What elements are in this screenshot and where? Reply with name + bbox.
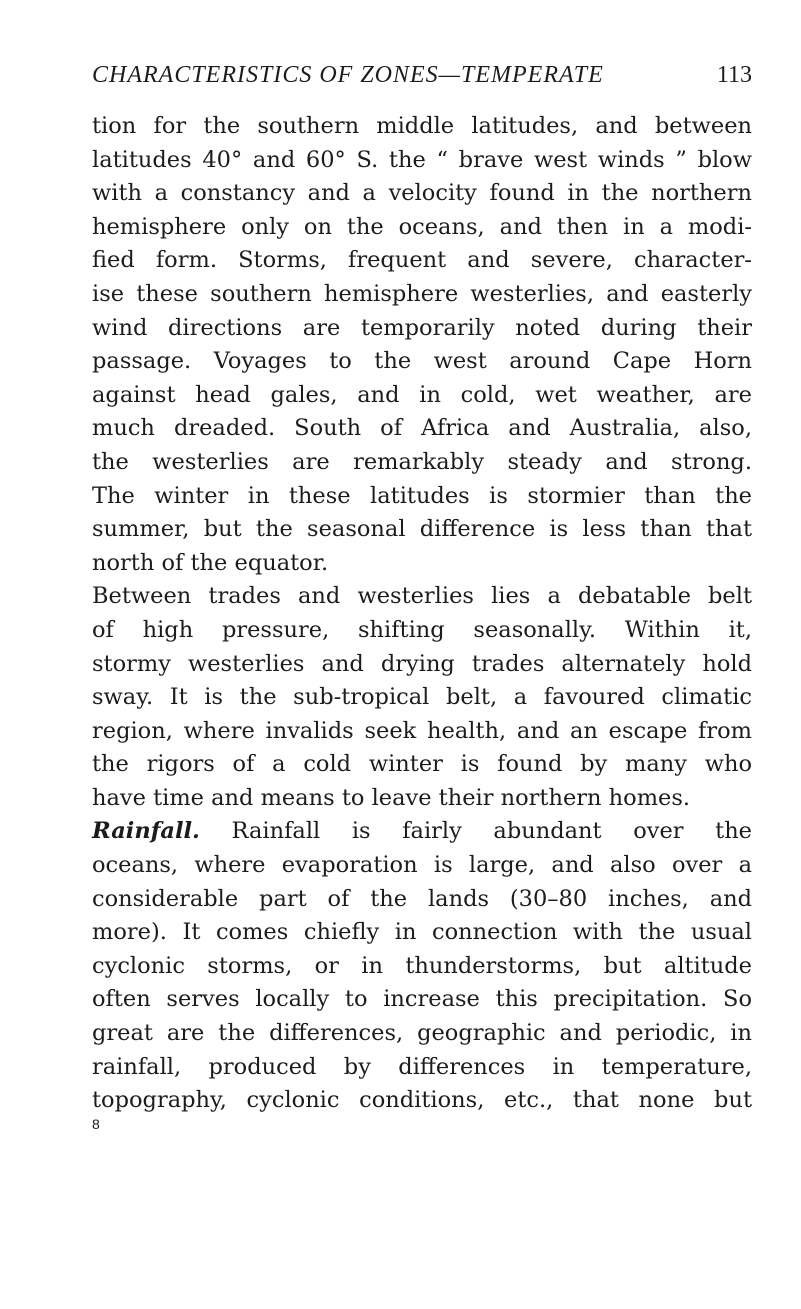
text-line: summer, but the seasonal difference is less than that — [92, 516, 752, 543]
text-line: the westerlies are remarkably steady and strong. — [92, 448, 752, 475]
running-head — [92, 62, 752, 102]
text-line: have time and means to leave their northern homes. — [92, 784, 691, 811]
page — [92, 62, 752, 1132]
text-line: Between trades and westerlies lies a debatable belt — [92, 583, 752, 610]
text-line: sway. It is the sub-tropical belt, a favoured climatic — [92, 684, 752, 711]
text-line: considerable part of the lands (30–80 inches, and — [92, 885, 752, 912]
body-text — [92, 110, 752, 1118]
text-line: more). It comes chiefly in connection with the usual — [92, 919, 752, 946]
running-head-title: CHARACTERISTICS OF ZONES—TEMPERATE — [92, 62, 604, 88]
text-line: hemisphere only on the oceans, and then in a modi- — [92, 213, 752, 240]
text-line: topography, cyclonic conditions, etc., that none but — [92, 1087, 752, 1114]
text-line: the rigors of a cold winter is found by many who — [92, 751, 752, 778]
text-line: passage. Voyages to the west around Cape Horn — [92, 348, 752, 375]
rainfall-heading: Rainfall. — [92, 818, 200, 845]
text-line: great are the differences, geographic and periodic, in — [92, 1020, 752, 1047]
text-line: oceans, where evaporation is large, and also over a — [92, 852, 752, 879]
text-line: tion for the southern middle latitudes, and between — [92, 113, 752, 139]
text-line: stormy westerlies and drying trades alternately hold — [92, 650, 752, 677]
rainfall-line-text: Rainfall is fairly abundant over the — [231, 818, 752, 845]
rainfall-first-line — [92, 815, 752, 849]
text-line: of high pressure, shifting seasonally. Within it, — [92, 616, 752, 643]
text-line: cyclonic storms, or in thunderstorms, but altitude — [92, 952, 752, 979]
page-number: 113 — [716, 62, 752, 88]
text-line: ise these southern hemisphere westerlies, and easterly — [92, 280, 752, 307]
text-line: latitudes 40° and 60° S. the “ brave west winds ” blow — [92, 146, 752, 173]
text-line: wind directions are temporarily noted during their — [92, 314, 752, 341]
text-line: north of the equator. — [92, 549, 329, 576]
text-line: against head gales, and in cold, wet weather, are — [92, 381, 752, 408]
text-line: The winter in these latitudes is stormier than the — [92, 482, 752, 509]
signature-mark: 8 — [92, 1115, 100, 1132]
text-line: often serves locally to increase this precipitation. So — [92, 986, 752, 1013]
text-line: fied form. Storms, frequent and severe, character- — [92, 247, 752, 274]
text-line: rainfall, produced by differences in temperature, — [92, 1053, 752, 1080]
text-line: much dreaded. South of Africa and Australia, also, — [92, 415, 752, 442]
text-line: region, where invalids seek health, and an escape from — [92, 717, 752, 744]
text-line: with a constancy and a velocity found in the northern — [92, 180, 752, 207]
